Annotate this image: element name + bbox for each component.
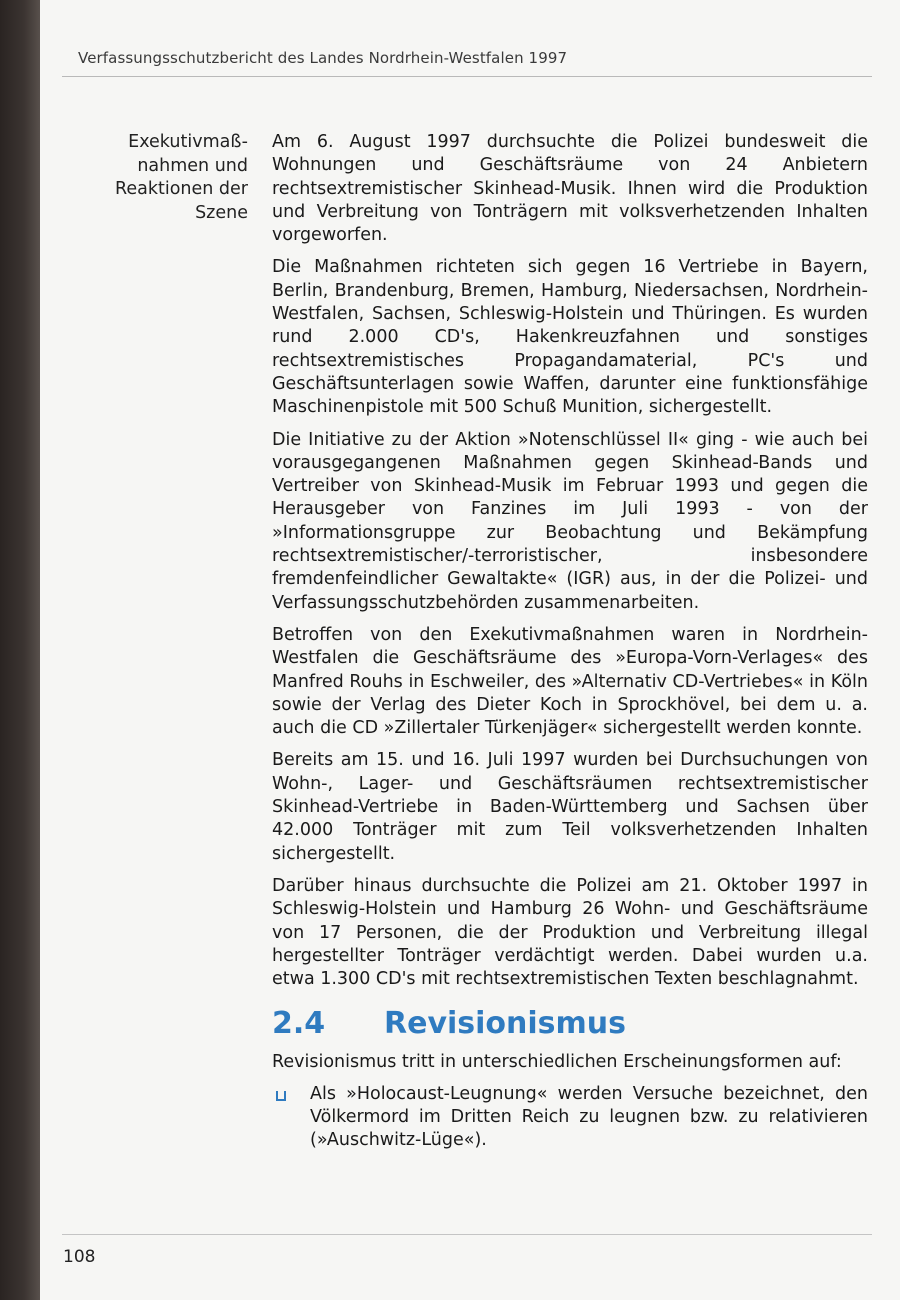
page-spine-shadow [0,0,40,1300]
list-item-text: Als »Holocaust-Leugnung« werden Versuche bezeichnet, den Völkermord im Dritten Reich zu leugnen bzw. zu relativieren (»Auschwitz-Lüge«). [310,1083,868,1151]
paragraph-6: Darüber hinaus durchsuchte die Polizei am 21. Oktober 1997 in Schleswig-Holstein und Hamburg 26 Wohn- und Geschäftsräume von 17 Personen, die der Produktion und Verbreitung illegal hergestellter Tonträger verdächtigt werden. Dabei wurden u.a. etwa 1.300 CD's mit rechtsextremistischen Texten beschlagnahmt. [272,875,868,990]
paragraph-5: Bereits am 15. und 16. Juli 1997 wurden bei Durchsuchungen von Wohn-, Lager- und Geschäftsräumen rechtsextremistischer Skinhead-Vertriebe in Baden-Württemberg und Sachsen über 42.000 Tonträger mit zum Teil volksverhetzenden Inhalten sichergestellt. [272,750,868,864]
paragraph-4: Betroffen von den Exekutivmaßnahmen waren in Nordrhein-Westfalen die Geschäftsräume des »Europa-Vorn-Verlages« des Manfred Rouhs in Eschweiler, des »Alternativ CD-Vertriebes« in Köln sowie der Verlag des Dieter Koch in Sprockhövel, bei dem u. a. auch die CD »Zillertaler Türkenjäger« sichergestellt werden konnte. [272,624,868,739]
running-header: Verfassungsschutzbericht des Landes Nordrhein-Westfalen 1997 [78,49,568,67]
section-title: Revisionismus [384,1006,627,1042]
paragraph-2: Die Maßnahmen richteten sich gegen 16 Vertriebe in Bayern, Berlin, Brandenburg, Bremen, Hamburg, Niedersachsen, Nordrhein-Westfalen, Sachsen, Schleswig-Holstein und Thüringen. Es wurden rund 2.000 CD's, Hakenkreuzfahnen und sonstiges rechtsextremistisches Propagandamaterial, PC's und Geschäftsunterlagen sowie Waffen, darunter eine funktionsfähige Maschinenpistole mit 500 Schuß Munition, sichergestellt. [272,257,868,418]
paragraph-3: Die Initiative zu der Aktion »Notenschlüssel II« ging - wie auch bei vorausgegangenen Maßnahmen gegen Skinhead-Bands und Vertreiber von Skinhead-Musik im Februar 1993 und gegen die Herausgeber von Fanzines im Juli 1993 - von der »Informationsgruppe zur Beobachtung und Bekämpfung rechtsextremistischer/-terroristischer, insbesondere fremdenfeindlicher Gewaltakte« (IGR) aus, in der die Polizei- und Verfassungsschutzbehörden zusammenarbeiten. [272,429,868,613]
section-heading [272,1006,868,1041]
checkbox-bullet-icon [276,1091,286,1101]
footer-divider [62,1234,872,1235]
section-number: 2.4 [272,1006,326,1042]
paragraph-1: Am 6. August 1997 durchsuchte die Polizei bundesweit die Wohnungen und Geschäftsräume von 24 Anbietern rechtsextremistischer Skinhead-Musik. Ihnen wird die Produktion und Verbreitung von Tonträgern mit volksverhetzenden Inhalten vorgeworfen. [272,132,868,246]
section-intro: Revisionismus tritt in unterschiedlichen Erscheinungsformen auf: [272,1052,842,1073]
margin-note: Exekutivmaß- nahmen und Reaktionen der Szene [114,132,248,223]
list-item [272,1083,868,1153]
main-text-column [272,131,868,1153]
page-number: 108 [63,1247,96,1267]
header-divider [62,76,872,77]
